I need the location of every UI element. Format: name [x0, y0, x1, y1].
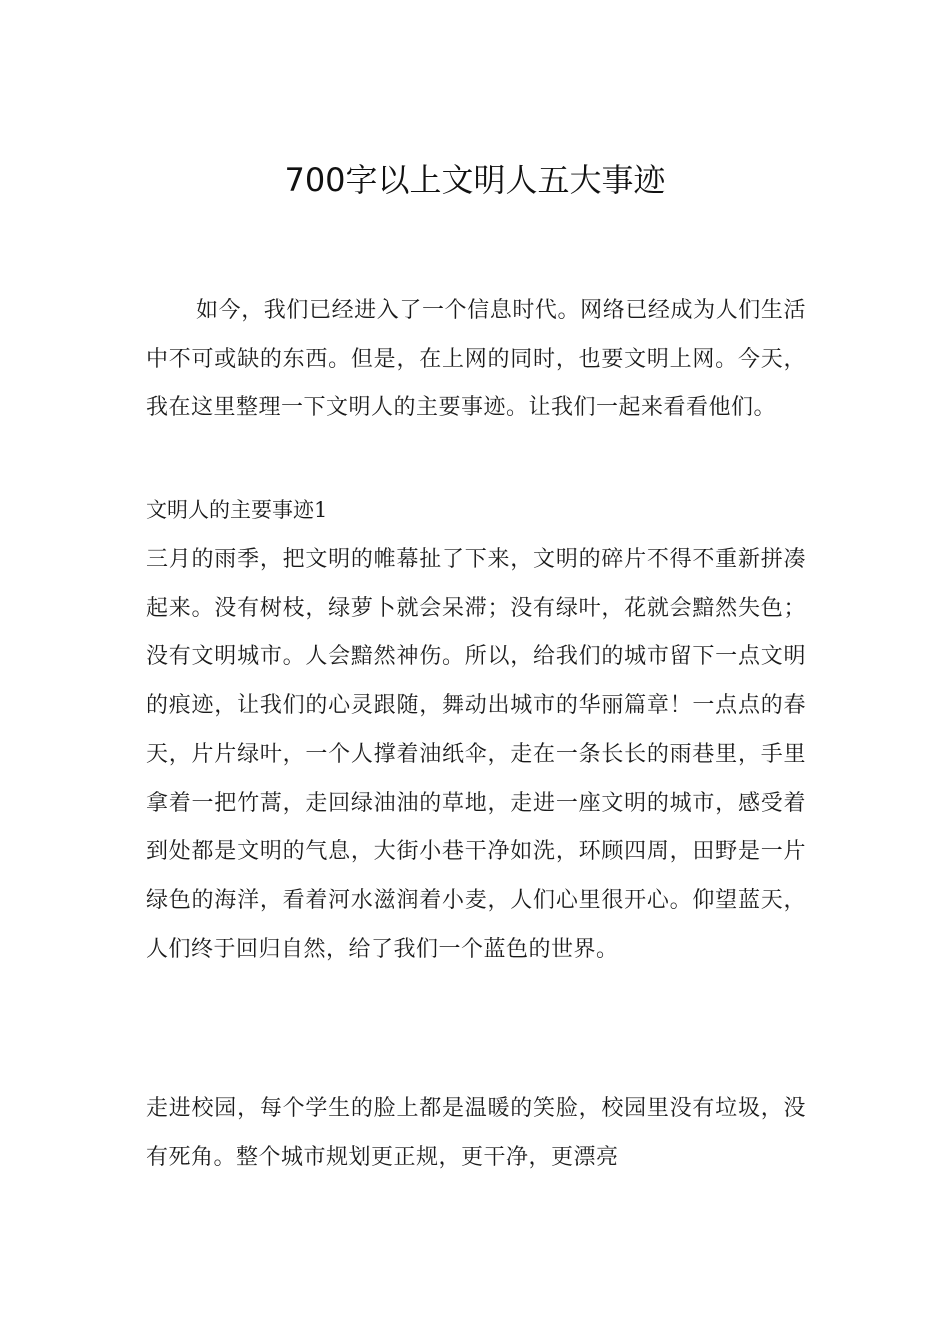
document-title: 700字以上文明人五大事迹 [284, 161, 666, 199]
section-heading: 文明人的主要事迹1 [146, 498, 328, 522]
section-paragraph-1: 三月的雨季，把文明的帷幕扯了下来，文明的碎片不得不重新拼凑起来。没有树枝，绿萝卜就会呆滞；没有绿叶，花就会黯然失色；没有文明城市。人会黯然神伤。所以，给我们的城市留下一点文明的痕迹，让我们的心灵跟随，舞动出城市的华丽篇章！一点点的春天，片片绿叶，一个人撑着油纸伞，走在一条长长的雨巷里，手里拿着一把竹蒿，走回绿油油的草地，走进一座文明的城市，感受着到处都是文明的气息，大街小巷干净如洗，环顾四周，田野是一片绿色的海洋，看着河水滋润着小麦，人们心里很开心。仰望蓝天，人们终于回归自然，给了我们一个蓝色的世界。 [146, 547, 806, 962]
section-paragraph-2: 走进校园，每个学生的脸上都是温暖的笑脸，校园里没有垃圾，没有死角。整个城市规划更正规，更干净，更漂亮 [146, 1096, 806, 1170]
intro-paragraph: 如今，我们已经进入了一个信息时代。网络已经成为人们生活中不可或缺的东西。但是，在上网的同时，也要文明上网。今天，我在这里整理一下文明人的主要事迹。让我们一起来看看他们。 [146, 298, 806, 421]
